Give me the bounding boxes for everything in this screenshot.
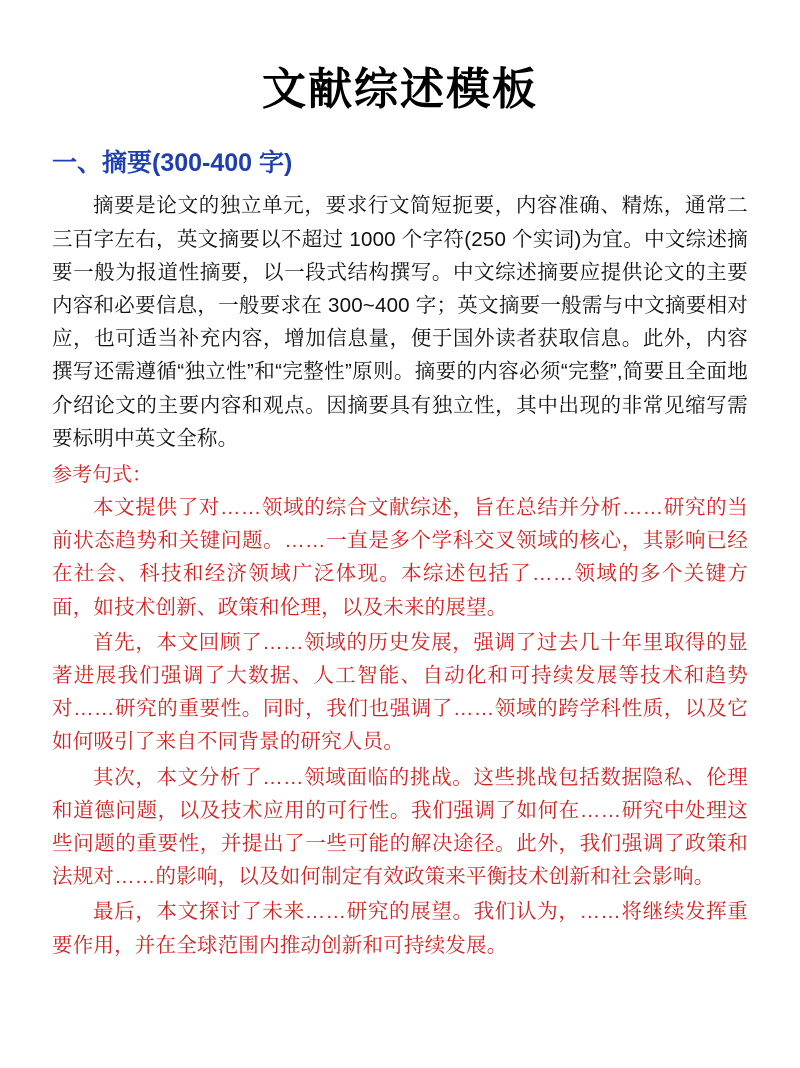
abstract-paragraph: 摘要是论文的独立单元，要求行文简短扼要，内容准确、精炼，通常二三百字左右，英文摘要以不超过 1000 个字符(250 个实词)为宜。中文综述摘要一般为报道性摘要，以一段式结构撰写。中文综述摘要应提供论文的主要内容和必要信息，一般要求在 300~400 字；英文摘要一般需与中文摘要相对应，也可适当补充内容，增加信息量，便于国外读者获取信息。此外，内容撰写还需遵循“独立性”和“完整性”原则。摘要的内容必须“完整”,简要且全面地介绍论文的主要内容和观点。因摘要具有独立性，其中出现的非常见缩写需要标明中英文全称。	[52, 194, 748, 450]
page-title: 文献综述模板	[262, 65, 538, 114]
reference-paragraph-1: 本文提供了对……领域的综合文献综述，旨在总结并分析……研究的当前状态趋势和关键问题。……一直是多个学科交叉领域的核心，其影响已经在社会、科技和经济领域广泛体现。本综述包括了……领域的多个关键方面，如技术创新、政策和伦理，以及未来的展望。	[52, 495, 748, 619]
reference-paragraph-3: 其次，本文分析了……领域面临的挑战。这些挑战包括数据隐私、伦理和道德问题，以及技术应用的可行性。我们强调了如何在……研究中处理这些问题的重要性，并提出了一些可能的解决途径。此外，我们强调了政策和法规对……的影响，以及如何制定有效政策来平衡技术创新和社会影响。	[52, 765, 748, 889]
reference-sentence-label: 参考句式：	[52, 463, 152, 486]
section-heading-abstract: 一、摘要(300-400 字)	[52, 148, 293, 177]
reference-paragraph-2: 首先，本文回顾了……领域的历史发展，强调了过去几十年里取得的显著进展我们强调了大数据、人工智能、自动化和可持续发展等技术和趋势对……研究的重要性。同时，我们也强调了……领域的跨学科性质，以及它如何吸引了来自不同背景的研究人员。	[52, 630, 748, 754]
reference-paragraph-4: 最后，本文探讨了未来……研究的展望。我们认为，……将继续发挥重要作用，并在全球范围内推动创新和可持续发展。	[52, 900, 748, 957]
